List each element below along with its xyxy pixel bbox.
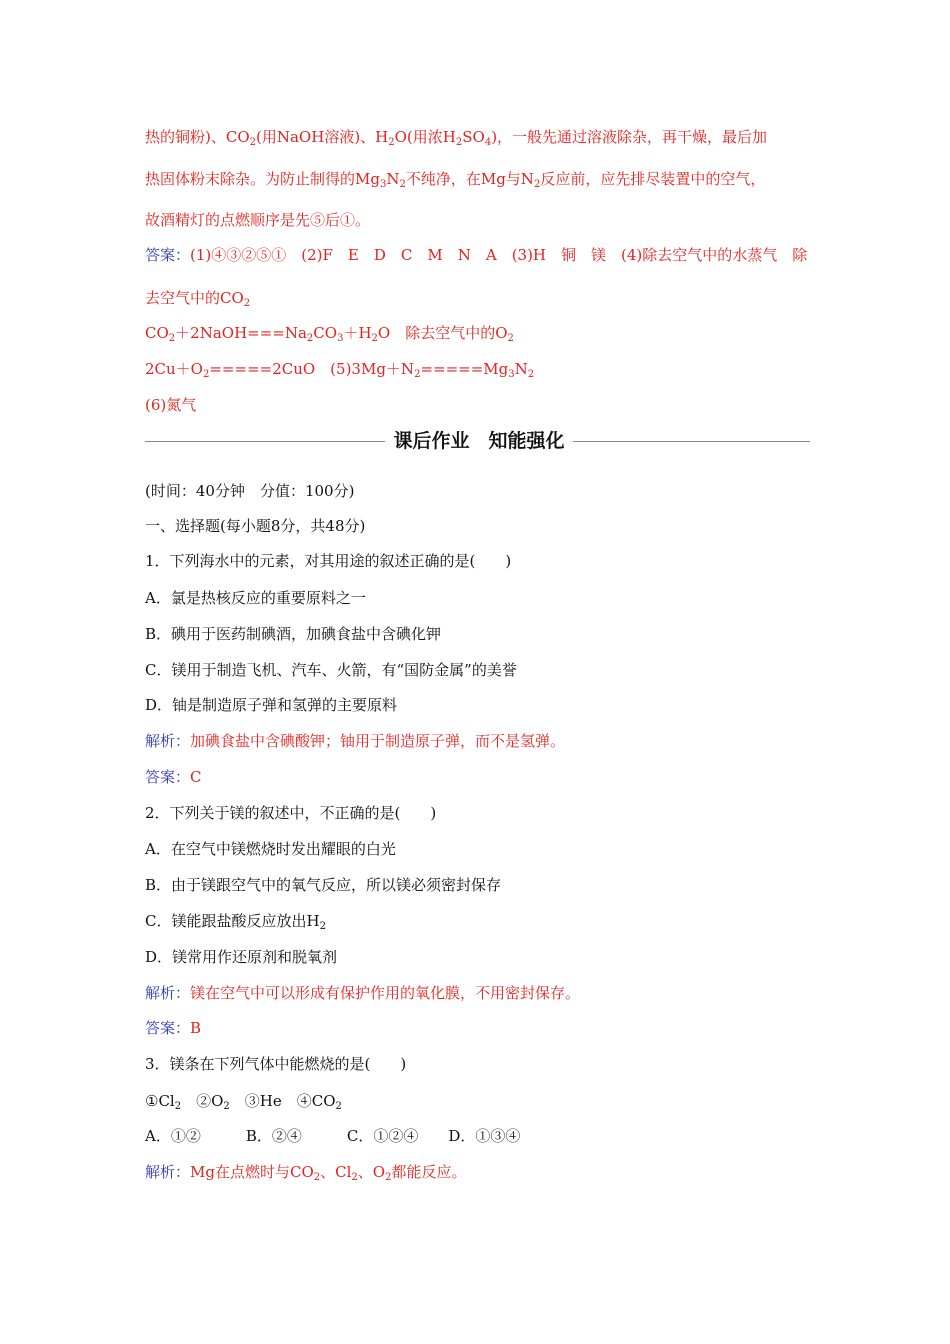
question-1-option-a: A．氯是热核反应的重要原料之一 [145, 589, 366, 607]
question-1-stem: 1．下列海水中的元素，对其用途的叙述正确的是( ) [145, 552, 512, 570]
solution-line-2: 热固体粉末除杂。为防止制得的$Mg_3N_2$不纯净，在Mg与$N_2$反应前，应先排尽装置中的空气， [145, 170, 766, 190]
question-1-option-d: D．铀是制造原子弹和氢弹的主要原料 [145, 696, 398, 714]
question-1-answer: 答案：C [145, 768, 202, 786]
question-2-option-b: B．由于镁跟空气中的氧气反应，所以镁必须密封保存 [145, 876, 502, 894]
solution-line-1: 热的铜粉)、$CO_2$(用NaOH溶液)、$H_2O$(用浓$H_2SO_4$)，一般先通过溶液除杂，再干燥，最后加 [145, 128, 768, 148]
question-3-items: $①Cl_2$ $②O_2$ ③He $④CO_2$ [145, 1092, 342, 1112]
section-title: 课后作业 知能强化 [393, 430, 565, 452]
answer-line-4: $2Cu+O_2=====2CuO$ $(5)3Mg+N_2=====Mg_3N_2$ [145, 360, 535, 380]
question-1-analysis: 解析：加碘食盐中含碘酸钾；铀用于制造原子弹，而不是氢弹。 [145, 732, 566, 750]
divider-rule-left [145, 441, 385, 442]
answer-label: 答案： [145, 246, 191, 264]
exam-meta: (时间：40分钟 分值：100分) [145, 482, 355, 500]
section-divider [145, 428, 810, 454]
solution-line-3: 故酒精灯的点燃顺序是先⑤后①。 [145, 211, 371, 229]
question-1-option-c: C．镁用于制造飞机、汽车、火箭，有“国防金属”的美誉 [145, 661, 517, 679]
question-2-option-a: A．在空气中镁燃烧时发出耀眼的白光 [145, 840, 396, 858]
answer-line-1: 答案：(1)④③②⑤① (2)F E D C M N A (3)H 铜 镁 (4)除去空气中的水蒸气 除 [145, 246, 808, 264]
question-2-analysis: 解析：镁在空气中可以形成有保护作用的氧化膜，不用密封保存。 [145, 984, 581, 1002]
answer-line-2: 去空气中的$CO_2$ [145, 289, 251, 309]
answer-line-5: (6)氮气 [145, 396, 197, 414]
question-1-option-b: B．碘用于医药制碘酒，加碘食盐中含碘化钾 [145, 625, 442, 643]
question-3-stem: 3．镁条在下列气体中能燃烧的是( ) [145, 1055, 407, 1073]
question-2-stem: 2．下列关于镁的叙述中，不正确的是( ) [145, 804, 437, 822]
divider-rule-right [573, 441, 810, 442]
question-3-analysis: 解析：Mg在点燃时与$CO_2$、$Cl_2$、$O_2$都能反应。 [145, 1163, 467, 1183]
question-2-answer: 答案：B [145, 1019, 202, 1037]
question-3-options: A．①② B．②④ C．①②④ D．①③④ [145, 1127, 521, 1145]
answer-line-3: $CO_2+2NaOH===Na_2CO_3+H_2O$ 除去空气中的$O_2$ [145, 324, 514, 344]
part-title: 一、选择题(每小题8分，共48分) [145, 517, 366, 535]
question-2-option-d: D．镁常用作还原剂和脱氧剂 [145, 948, 338, 966]
question-2-option-c: C．镁能跟盐酸反应放出$H_2$ [145, 912, 326, 932]
